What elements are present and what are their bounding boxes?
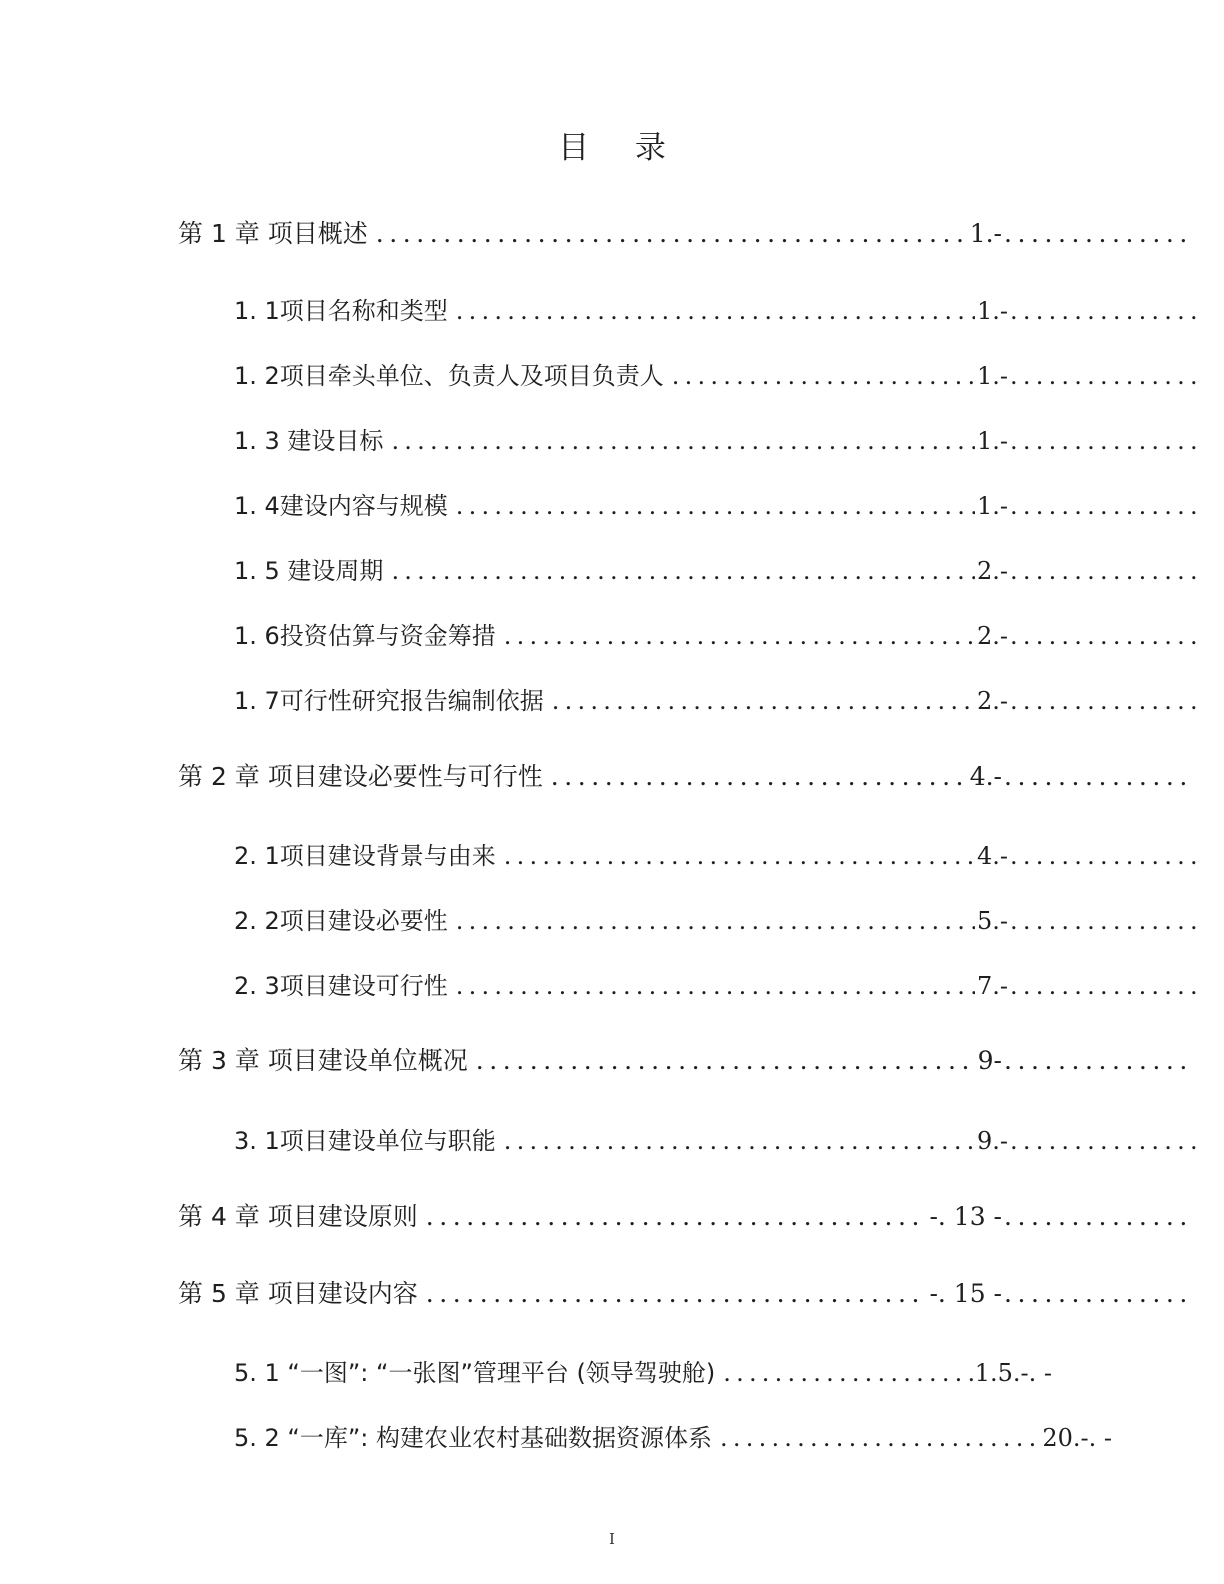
toc-entry-section-2-3[interactable]: [234, 966, 1200, 1001]
toc-leader: [448, 972, 975, 1000]
toc-leader: [418, 1202, 928, 1231]
toc-entry-section-1-6[interactable]: [234, 616, 1200, 651]
toc-leader: [448, 297, 975, 325]
toc-leader-tail: [1004, 219, 1194, 248]
toc-leader-tail: [1010, 492, 1200, 520]
toc-leader-tail: [1010, 427, 1200, 455]
toc-leader: [496, 842, 975, 870]
toc-entry-label: 1. 1项目名称和类型: [234, 297, 448, 325]
toc-entry-section-1-1[interactable]: [234, 291, 1200, 326]
toc-leader: [496, 622, 975, 650]
toc-entry-section-3-1[interactable]: [234, 1121, 1200, 1156]
toc-leader-tail: [1004, 1202, 1194, 1231]
toc-entry-label: 1. 4建设内容与规模: [234, 492, 448, 520]
toc-leader: [368, 219, 968, 248]
toc-entry-page: 2.-: [976, 687, 1008, 715]
toc-entry-page: 1.-: [976, 427, 1008, 455]
toc-entry-page: -. 15 -: [929, 1279, 1002, 1308]
toc-entry-chapter-4[interactable]: [178, 1197, 1194, 1233]
toc-leader: [418, 1279, 928, 1308]
toc-entry-section-1-4[interactable]: [234, 486, 1200, 521]
toc-entry-page: 5.-: [976, 907, 1008, 935]
toc-entry-label: 2. 1项目建设背景与由来: [234, 842, 496, 870]
toc-entry-label: 5. 2 “一库”: 构建农业农村基础数据资源体系: [234, 1424, 713, 1452]
toc-entry-page: 2.-: [976, 622, 1008, 650]
toc-leader-tail: [1004, 762, 1194, 791]
toc-entry-page: 1.-: [976, 297, 1008, 325]
toc-entry-chapter-1[interactable]: [178, 214, 1194, 250]
toc-entry-page: 9-: [977, 1046, 1002, 1075]
toc-entry-section-1-3[interactable]: [234, 421, 1200, 456]
toc-entry-label: 第 2 章 项目建设必要性与可行性: [178, 762, 543, 791]
toc-leader-tail: [1010, 622, 1200, 650]
toc-entry-page: 1.-: [976, 362, 1008, 390]
toc-entry-label: 1. 2项目牵头单位、负责人及项目负责人: [234, 362, 664, 390]
toc-leader: [544, 687, 975, 715]
toc-entry-label: 第 5 章 项目建设内容: [178, 1279, 418, 1308]
toc-entry-page: 1.5.-. -: [974, 1359, 1052, 1387]
toc-leader-tail: [1010, 1127, 1200, 1155]
toc-leader-tail: [1010, 687, 1200, 715]
toc-entry-label: 1. 7可行性研究报告编制依据: [234, 687, 544, 715]
toc-leader-tail: [1010, 557, 1200, 585]
toc-leader-tail: [1010, 972, 1200, 1000]
toc-entry-label: 1. 6投资估算与资金筹措: [234, 622, 496, 650]
toc-leader-tail: [1004, 1279, 1194, 1308]
toc-leader: [468, 1046, 976, 1075]
toc-entry-page: 4.-: [969, 762, 1002, 791]
toc-entry-page: 1.-: [976, 492, 1008, 520]
toc-leader: [664, 362, 975, 390]
toc-entry-page: 4.-: [976, 842, 1008, 870]
toc-entry-page: 20.-. -: [1042, 1424, 1112, 1452]
toc-entry-page: 9.-: [976, 1127, 1008, 1155]
toc-entry-chapter-5[interactable]: [178, 1274, 1194, 1310]
toc-leader: [712, 1424, 1040, 1452]
toc-entry-chapter-3[interactable]: [178, 1041, 1194, 1077]
toc-leader: [715, 1359, 972, 1387]
toc-entry-page: 7.-: [976, 972, 1008, 1000]
toc-entry-label: 5. 1 “一图”: “一张图”管理平台 (领导驾驶舱): [234, 1359, 716, 1387]
toc-entry-section-1-7[interactable]: [234, 681, 1200, 716]
toc-leader-tail: [1004, 1046, 1194, 1075]
toc-leader: [383, 557, 975, 585]
toc-leader: [543, 762, 968, 791]
toc-title: 目 录: [558, 130, 684, 166]
toc-entry-chapter-2[interactable]: [178, 757, 1194, 793]
toc-entry-section-1-2[interactable]: [234, 356, 1200, 391]
toc-entry-section-1-5[interactable]: [234, 551, 1200, 586]
toc-entry-label: 第 4 章 项目建设原则: [178, 1202, 418, 1231]
toc-entry-label: 3. 1项目建设单位与职能: [234, 1127, 496, 1155]
toc-entry-section-5-1[interactable]: [234, 1353, 1054, 1388]
toc-leader: [448, 907, 975, 935]
toc-entry-page: 2.-: [976, 557, 1008, 585]
toc-leader: [383, 427, 975, 455]
toc-entry-label: 1. 3 建设目标: [234, 427, 384, 455]
toc-entry-label: 第 3 章 项目建设单位概况: [178, 1046, 468, 1075]
toc-leader: [448, 492, 975, 520]
toc-leader-tail: [1010, 362, 1200, 390]
toc-entry-section-5-2[interactable]: [234, 1418, 1114, 1453]
toc-entry-section-2-2[interactable]: [234, 901, 1200, 936]
toc-leader-tail: [1010, 297, 1200, 325]
toc-entry-label: 2. 3项目建设可行性: [234, 972, 448, 1000]
toc-entry-label: 2. 2项目建设必要性: [234, 907, 448, 935]
toc-entry-label: 1. 5 建设周期: [234, 557, 384, 585]
toc-leader-tail: [1010, 842, 1200, 870]
toc-entry-page: -. 13 -: [929, 1202, 1002, 1231]
toc-leader: [496, 1127, 975, 1155]
toc-entry-page: 1.-: [969, 219, 1002, 248]
toc-leader-tail: [1010, 907, 1200, 935]
page-number: I: [609, 1530, 615, 1548]
toc-entry-label: 第 1 章 项目概述: [178, 219, 368, 248]
toc-entry-section-2-1[interactable]: [234, 836, 1200, 871]
